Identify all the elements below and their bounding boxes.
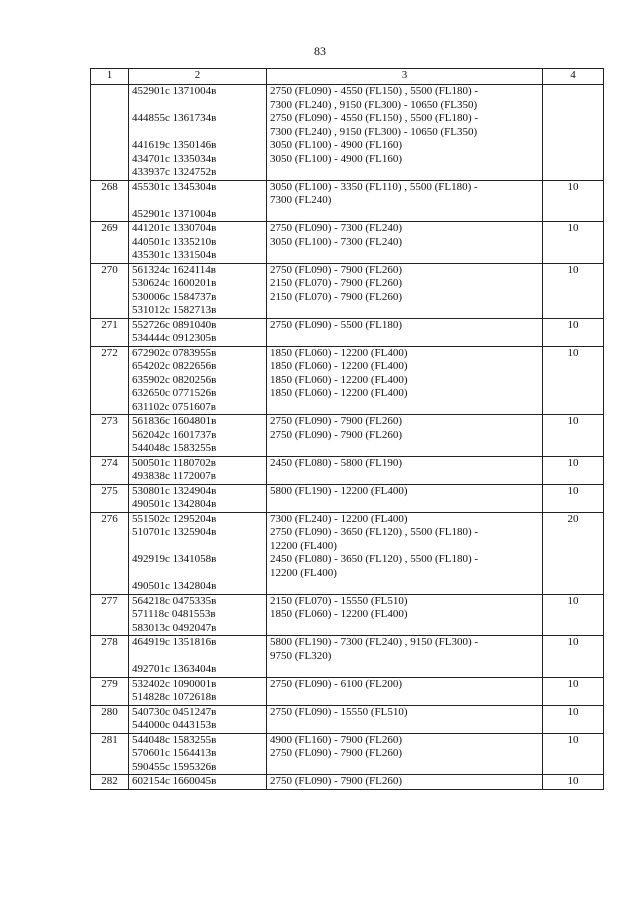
column-4-value: 10 xyxy=(543,456,604,484)
coordinates-cell xyxy=(129,318,267,346)
coordinate-line: 440501с 1335210в xyxy=(132,235,217,248)
coordinate-line: 571118с 0481553в xyxy=(132,608,216,620)
row-number: 278 xyxy=(91,636,129,678)
coordinate-line: 631102с 0751607в xyxy=(132,400,216,413)
altitude-line: 2450 (FL080) - 3650 (FL120) , 5500 (FL180) - xyxy=(270,553,479,565)
row-number: 271 xyxy=(91,318,129,346)
row-number: 280 xyxy=(91,705,129,733)
table-row xyxy=(91,263,604,318)
altitude-line xyxy=(270,580,539,594)
coordinate-line xyxy=(132,194,263,208)
altitude-line: 12200 (FL400) xyxy=(270,566,337,579)
altitude-line: 5800 (FL190) - 7300 (FL240) , 9150 (FL300) - xyxy=(270,636,479,648)
row-number: 277 xyxy=(91,594,129,636)
altitude-cell xyxy=(267,263,543,318)
column-4-value: 10 xyxy=(543,705,604,733)
table-row xyxy=(91,318,604,346)
coordinate-line: 493838с 1172007в xyxy=(132,470,216,482)
coordinate-line: 452901с 1371004в xyxy=(132,85,217,97)
table-row xyxy=(91,775,604,790)
coordinate-line: 672902с 0783955в xyxy=(132,346,217,359)
altitude-line: 1850 (FL060) - 12200 (FL400) xyxy=(270,608,408,620)
column-4-value: 10 xyxy=(543,263,604,318)
altitude-line: 2750 (FL090) - 4550 (FL150) , 5500 (FL180) - xyxy=(270,112,479,124)
coordinate-line: 514828с 1072618в xyxy=(132,691,217,703)
coordinate-line xyxy=(132,650,263,664)
altitude-line: 2750 (FL090) - 7900 (FL260) xyxy=(270,775,402,787)
coordinate-line: 552726с 0891040в xyxy=(132,318,217,331)
altitude-line xyxy=(270,249,539,263)
header-col-1: 1 xyxy=(91,69,129,85)
coordinate-line: 434701с 1335034в xyxy=(132,152,217,165)
altitude-line: 2750 (FL090) - 3650 (FL120) , 5500 (FL180) - xyxy=(270,526,479,538)
coordinates-cell xyxy=(129,484,267,512)
coordinates-cell xyxy=(129,594,267,636)
coordinates-cell xyxy=(129,636,267,678)
coordinate-line: 433937с 1324752в xyxy=(132,166,217,178)
coordinate-line: 551502с 1295204в xyxy=(132,512,217,525)
coordinates-cell xyxy=(129,733,267,775)
coordinate-line: 570601с 1564413в xyxy=(132,747,217,759)
altitude-cell xyxy=(267,512,543,594)
altitude-line xyxy=(270,332,539,346)
coordinates-cell xyxy=(129,346,267,415)
coordinate-line: 654202с 0822656в xyxy=(132,360,217,372)
altitude-line: 3050 (FL100) - 7300 (FL240) xyxy=(270,235,402,248)
table-row xyxy=(91,222,604,264)
coordinate-line: 510701с 1325904в xyxy=(132,526,217,538)
row-number xyxy=(91,85,129,181)
altitude-line: 2750 (FL090) - 7300 (FL240) xyxy=(270,222,402,234)
coordinates-cell xyxy=(129,705,267,733)
row-number: 281 xyxy=(91,733,129,775)
row-number: 269 xyxy=(91,222,129,264)
airspace-table xyxy=(90,68,604,790)
altitude-line: 3050 (FL100) - 4900 (FL160) xyxy=(270,139,402,151)
coordinate-line: 531012с 1582713в xyxy=(132,304,217,316)
altitude-line xyxy=(270,663,539,677)
altitude-line: 2750 (FL090) - 7900 (FL260) xyxy=(270,263,402,276)
coordinate-line: 562042с 1601737в xyxy=(132,428,217,441)
row-number: 272 xyxy=(91,346,129,415)
altitude-cell xyxy=(267,733,543,775)
table-row xyxy=(91,180,604,222)
coordinate-line: 492701с 1363404в xyxy=(132,663,217,675)
header-col-3: 3 xyxy=(267,69,543,85)
altitude-cell xyxy=(267,85,543,181)
column-4-value: 10 xyxy=(543,415,604,457)
row-number: 282 xyxy=(91,775,129,790)
altitude-line: 7300 (FL240) xyxy=(270,194,332,206)
table-row xyxy=(91,636,604,678)
coordinate-line xyxy=(132,567,263,581)
column-4-value: 10 xyxy=(543,318,604,346)
coordinate-line: 602154с 1660045в xyxy=(132,775,217,787)
table-body xyxy=(91,85,604,790)
column-4-value: 20 xyxy=(543,512,604,594)
coordinate-line: 561836с 1604801в xyxy=(132,415,217,427)
altitude-line: 7300 (FL240) , 9150 (FL300) - 10650 (FL350) xyxy=(270,125,478,138)
column-4-value: 10 xyxy=(543,636,604,678)
coordinate-line: 590455с 1595326в xyxy=(132,760,217,773)
coordinate-line: 444855с 1361734в xyxy=(132,112,217,124)
header-col-4: 4 xyxy=(543,69,604,85)
header-col-2: 2 xyxy=(129,69,267,85)
table-row xyxy=(91,512,604,594)
coordinate-line: 532402с 1090001в xyxy=(132,677,217,690)
coordinate-line: 530801с 1324904в xyxy=(132,484,217,497)
altitude-line xyxy=(270,208,539,222)
altitude-line: 2750 (FL090) - 5500 (FL180) xyxy=(270,318,402,331)
table-row xyxy=(91,484,604,512)
row-number: 275 xyxy=(91,484,129,512)
row-number: 279 xyxy=(91,677,129,705)
column-4-value: 10 xyxy=(543,222,604,264)
table-row xyxy=(91,415,604,457)
column-4-value: 10 xyxy=(543,733,604,775)
altitude-line: 2750 (FL090) - 7900 (FL260) xyxy=(270,428,402,441)
page-number: 83 xyxy=(314,44,326,58)
altitude-line xyxy=(270,470,539,484)
altitude-line: 2150 (FL070) - 7900 (FL260) xyxy=(270,290,402,303)
coordinate-line: 464919с 1351816в xyxy=(132,636,217,648)
coordinate-line xyxy=(132,99,263,113)
table-row xyxy=(91,705,604,733)
altitude-cell xyxy=(267,775,543,790)
coordinate-line: 530006с 1584737в xyxy=(132,290,217,303)
table-row xyxy=(91,733,604,775)
coordinates-cell xyxy=(129,263,267,318)
altitude-line: 3050 (FL100) - 4900 (FL160) xyxy=(270,152,402,165)
altitude-line xyxy=(270,719,539,733)
coordinate-line: 544048с 1583255в xyxy=(132,733,217,746)
altitude-line: 1850 (FL060) - 12200 (FL400) xyxy=(270,346,408,359)
altitude-line: 2750 (FL090) - 6100 (FL200) xyxy=(270,677,402,690)
coordinate-line xyxy=(132,540,263,554)
coordinate-line: 534444с 0912305в xyxy=(132,332,217,344)
coordinate-line: 632650с 0771526в xyxy=(132,387,217,399)
coordinates-cell xyxy=(129,456,267,484)
column-4-value xyxy=(543,85,604,181)
coordinate-line: 435301с 1331504в xyxy=(132,249,217,261)
column-4-value: 10 xyxy=(543,346,604,415)
altitude-line: 1850 (FL060) - 12200 (FL400) xyxy=(270,387,408,399)
row-number: 273 xyxy=(91,415,129,457)
altitude-line xyxy=(270,166,539,180)
altitude-cell xyxy=(267,415,543,457)
coordinate-line: 490501с 1342804в xyxy=(132,498,217,510)
coordinates-cell xyxy=(129,85,267,181)
column-4-value: 10 xyxy=(543,677,604,705)
row-number: 268 xyxy=(91,180,129,222)
altitude-cell xyxy=(267,594,543,636)
altitude-cell xyxy=(267,180,543,222)
coordinates-cell xyxy=(129,775,267,790)
row-number: 270 xyxy=(91,263,129,318)
altitude-line: 5800 (FL190) - 12200 (FL400) xyxy=(270,484,408,497)
altitude-line xyxy=(270,304,539,318)
coordinate-line: 492919с 1341058в xyxy=(132,553,217,565)
table-row xyxy=(91,346,604,415)
altitude-cell xyxy=(267,677,543,705)
altitude-cell xyxy=(267,346,543,415)
coordinate-line: 564218с 0475335в xyxy=(132,594,217,607)
coordinate-line: 455301с 1345304в xyxy=(132,180,217,193)
column-4-value: 10 xyxy=(543,594,604,636)
altitude-line: 1850 (FL060) - 12200 (FL400) xyxy=(270,360,408,372)
coordinate-line: 540730с 0451247в xyxy=(132,705,217,718)
altitude-cell xyxy=(267,636,543,678)
altitude-line: 7300 (FL240) , 9150 (FL300) - 10650 (FL350) xyxy=(270,98,478,111)
coordinates-cell xyxy=(129,415,267,457)
altitude-line: 2750 (FL090) - 4550 (FL150) , 5500 (FL180) - xyxy=(270,85,479,97)
altitude-line xyxy=(270,761,539,775)
coordinate-line: 635902с 0820256в xyxy=(132,373,217,386)
coordinates-cell xyxy=(129,677,267,705)
column-4-value: 10 xyxy=(543,484,604,512)
table-row xyxy=(91,85,604,181)
coordinates-cell xyxy=(129,222,267,264)
altitude-line xyxy=(270,622,539,636)
coordinate-line: 500501с 1180702в xyxy=(132,456,216,469)
altitude-cell xyxy=(267,222,543,264)
altitude-cell xyxy=(267,705,543,733)
altitude-line: 2150 (FL070) - 15550 (FL510) xyxy=(270,594,408,607)
altitude-line xyxy=(270,442,539,456)
coordinate-line: 561324с 1624114в xyxy=(132,263,216,276)
row-number: 274 xyxy=(91,456,129,484)
altitude-line: 2750 (FL090) - 15550 (FL510) xyxy=(270,705,408,718)
altitude-line: 2750 (FL090) - 7900 (FL260) xyxy=(270,747,402,759)
altitude-line xyxy=(270,498,539,512)
altitude-line: 2450 (FL080) - 5800 (FL190) xyxy=(270,456,402,469)
coordinate-line: 544000с 0443153в xyxy=(132,719,217,731)
altitude-line: 9750 (FL320) xyxy=(270,649,332,662)
altitude-cell xyxy=(267,456,543,484)
altitude-line: 1850 (FL060) - 12200 (FL400) xyxy=(270,373,408,386)
table-row xyxy=(91,456,604,484)
altitude-line: 4900 (FL160) - 7900 (FL260) xyxy=(270,733,402,746)
column-4-value: 10 xyxy=(543,775,604,790)
altitude-line: 2150 (FL070) - 7900 (FL260) xyxy=(270,277,402,289)
table-row xyxy=(91,677,604,705)
altitude-line: 3050 (FL100) - 3350 (FL110) , 5500 (FL180) - xyxy=(270,180,478,193)
altitude-line xyxy=(270,691,539,705)
coordinates-cell xyxy=(129,512,267,594)
altitude-cell xyxy=(267,484,543,512)
table-row xyxy=(91,594,604,636)
coordinate-line: 490501с 1342804в xyxy=(132,580,217,592)
coordinate-line: 441201с 1330704в xyxy=(132,222,217,234)
altitude-line xyxy=(270,401,539,415)
coordinate-line: 530624с 1600201в xyxy=(132,277,217,289)
coordinate-line: 441619с 1350146в xyxy=(132,139,217,151)
column-4-value: 10 xyxy=(543,180,604,222)
coordinates-cell xyxy=(129,180,267,222)
coordinate-line xyxy=(132,126,263,140)
coordinate-line: 583013с 0492047в xyxy=(132,621,217,634)
coordinate-line: 452901с 1371004в xyxy=(132,207,217,220)
coordinate-line: 544048с 1583255в xyxy=(132,442,217,454)
row-number: 276 xyxy=(91,512,129,594)
altitude-line: 12200 (FL400) xyxy=(270,539,337,552)
header-row xyxy=(91,69,604,85)
altitude-cell xyxy=(267,318,543,346)
altitude-line: 7300 (FL240) - 12200 (FL400) xyxy=(270,512,408,525)
altitude-line: 2750 (FL090) - 7900 (FL260) xyxy=(270,415,402,427)
